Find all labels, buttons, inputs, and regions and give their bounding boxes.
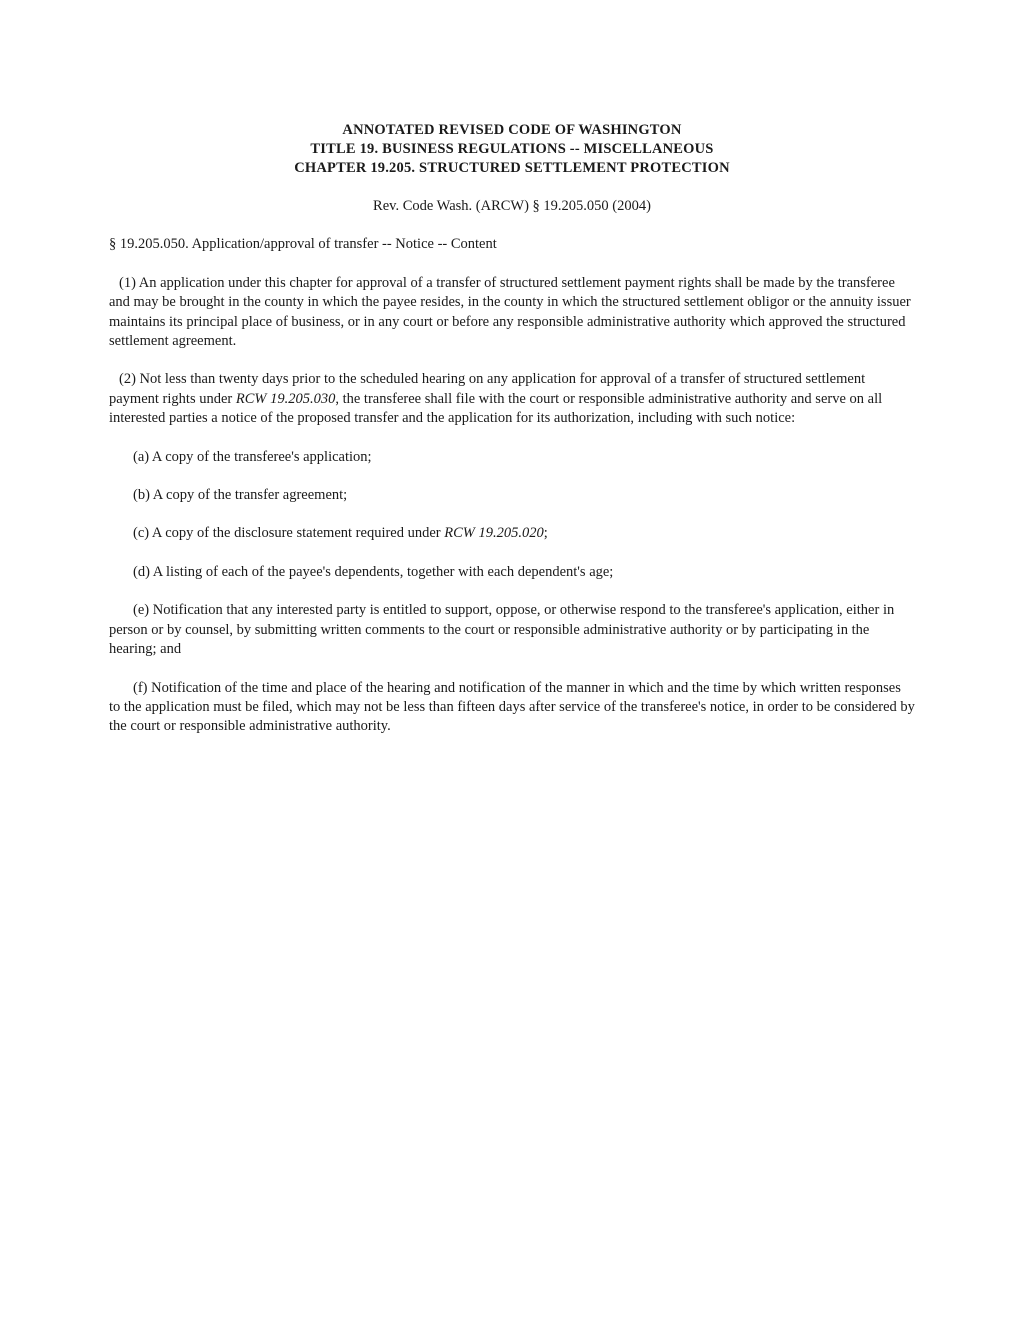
paragraph-1: (1) An application under this chapter for approval of a transfer of structured settlement payment rights shall be made by the transferee and may be brought in the county in which the payee resides, in the county in which the structured settlement obligor or the annuity issuer maintains its principal place of business, or in any court or before any responsible administrative authority which approved the structured settlement agreement. bbox=[109, 274, 911, 350]
item-a: (a) A copy of the transferee's application; bbox=[133, 448, 372, 465]
heading-code-name: ANNOTATED REVISED CODE OF WASHINGTON bbox=[342, 122, 682, 138]
citation: Rev. Code Wash. (ARCW) § 19.205.050 (2004) bbox=[373, 198, 651, 214]
document-heading bbox=[109, 121, 915, 178]
item-b: (b) A copy of the transfer agreement; bbox=[133, 487, 348, 504]
document-page bbox=[109, 121, 915, 737]
paragraph-2 bbox=[109, 370, 915, 428]
paragraph-2-text-start: (2) Not less than twenty days prior to the scheduled hearing on any application for approval of a transfer of structured settlement payment rights under bbox=[109, 371, 866, 407]
section-title: § 19.205.050. Application/approval of transfer -- Notice -- Content bbox=[109, 236, 497, 253]
rcw-reference-link[interactable]: RCW 19.205.020 bbox=[444, 525, 544, 542]
item-c bbox=[109, 524, 915, 543]
paragraph-2-text-end: , the transferee shall file with the court or responsible administrative authority and serve on all interested parties a notice of the proposed transfer and the application for its authorization, including with such notice: bbox=[109, 390, 883, 427]
rcw-reference-link[interactable]: RCW 19.205.030 bbox=[235, 390, 336, 407]
item-d: (d) A listing of each of the payee's dependents, together with each dependent's age; bbox=[133, 563, 614, 580]
heading-title: TITLE 19. BUSINESS REGULATIONS -- MISCELLANEOUS bbox=[310, 141, 714, 157]
item-f: (f) Notification of the time and place of the hearing and notification of the manner in which and the time by which written responses to the application must be filed, which may not be less than fifteen days after service of the transferee's notice, in order to be considered by the court or responsible administrative authority. bbox=[109, 679, 915, 735]
item-c-text-end: ; bbox=[543, 525, 548, 542]
heading-chapter: CHAPTER 19.205. STRUCTURED SETTLEMENT PROTECTION bbox=[294, 160, 730, 176]
item-c-text-start: (c) A copy of the disclosure statement required under bbox=[133, 525, 445, 542]
item-e: (e) Notification that any interested party is entitled to support, oppose, or otherwise respond to the transferee's application, either in person or by counsel, by submitting written comments to the court or responsible administrative authority or by participating in the hearing; and bbox=[109, 602, 895, 658]
